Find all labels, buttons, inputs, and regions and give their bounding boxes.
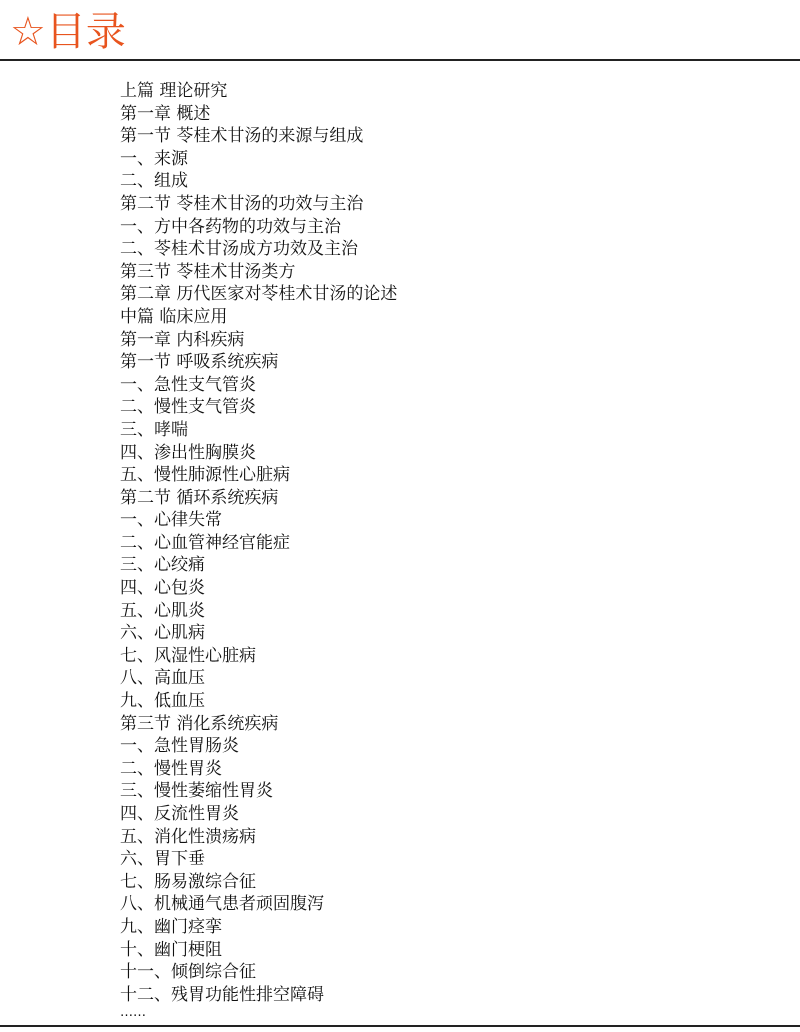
toc-entry[interactable]: 三、哮喘 [120, 419, 188, 440]
toc-entry[interactable]: 九、幽门痉挛 [120, 916, 222, 937]
toc-entry[interactable]: 五、慢性肺源性心脏病 [120, 465, 290, 486]
toc-entry[interactable]: 第一节 苓桂术甘汤的来源与组成 [120, 126, 364, 147]
toc-entry[interactable]: 五、心肌炎 [120, 600, 205, 621]
toc-entry[interactable]: 八、机械通气患者顽固腹泻 [120, 894, 324, 915]
toc-entry[interactable]: 中篇 临床应用 [120, 306, 228, 327]
header-divider [0, 59, 800, 61]
toc-entry[interactable]: 第二节 循环系统疾病 [120, 487, 279, 508]
toc-entry[interactable]: 三、慢性萎缩性胃炎 [120, 781, 273, 802]
toc-ellipsis: …… [120, 1005, 146, 1020]
toc-entry[interactable]: 一、急性胃肠炎 [120, 736, 239, 757]
toc-entry[interactable]: 七、风湿性心脏病 [120, 645, 256, 666]
toc-entry[interactable]: 二、慢性支气管炎 [120, 397, 256, 418]
toc-entry[interactable]: 三、心绞痛 [120, 555, 205, 576]
toc-entry[interactable]: 二、慢性胃炎 [120, 758, 222, 779]
toc-entry[interactable]: 四、心包炎 [120, 578, 205, 599]
toc-entry[interactable]: 二、苓桂术甘汤成方功效及主治 [120, 239, 358, 260]
toc-entry[interactable]: 八、高血压 [120, 668, 205, 689]
toc-entry[interactable]: 二、组成 [120, 171, 188, 192]
toc-entry[interactable]: 第一章 概述 [120, 103, 211, 124]
toc-entry[interactable]: 十、幽门梗阻 [120, 939, 222, 960]
toc-entry[interactable]: 上篇 理论研究 [120, 81, 228, 101]
toc-entry[interactable]: 第二节 苓桂术甘汤的功效与主治 [120, 193, 364, 214]
toc-entry[interactable]: 第三节 消化系统疾病 [120, 713, 279, 734]
toc-entry[interactable]: 九、低血压 [120, 691, 205, 712]
page-title: ☆目录 [10, 9, 126, 55]
table-of-contents [120, 80, 397, 1006]
page-header [0, 0, 800, 60]
toc-entry[interactable]: 十一、倾倒综合征 [120, 962, 256, 983]
toc-entry[interactable]: 十二、残胃功能性排空障碍 [120, 984, 324, 1005]
toc-entry[interactable]: 第三节 苓桂术甘汤类方 [120, 261, 296, 282]
toc-entry[interactable]: 一、来源 [120, 148, 188, 169]
toc-entry[interactable]: 第一章 内科疾病 [120, 329, 245, 350]
toc-entry[interactable]: 一、急性支气管炎 [120, 374, 256, 395]
toc-entry[interactable]: 四、渗出性胸膜炎 [120, 442, 256, 463]
toc-entry[interactable]: 五、消化性溃疡病 [120, 826, 256, 847]
toc-entry[interactable]: 第一节 呼吸系统疾病 [120, 352, 279, 373]
toc-entry[interactable]: 二、心血管神经官能症 [120, 532, 290, 553]
toc-entry[interactable]: 六、胃下垂 [120, 849, 205, 870]
toc-entry[interactable]: 第二章 历代医家对苓桂术甘汤的论述 [120, 284, 398, 305]
toc-entry[interactable]: 四、反流性胃炎 [120, 804, 239, 824]
toc-entry[interactable]: 一、方中各药物的功效与主治 [120, 216, 341, 237]
toc-entry[interactable]: 六、心肌病 [120, 623, 205, 644]
footer-divider [0, 1025, 800, 1027]
toc-entry[interactable]: 一、心律失常 [120, 510, 222, 531]
toc-entry[interactable]: 七、肠易激综合征 [120, 871, 256, 892]
